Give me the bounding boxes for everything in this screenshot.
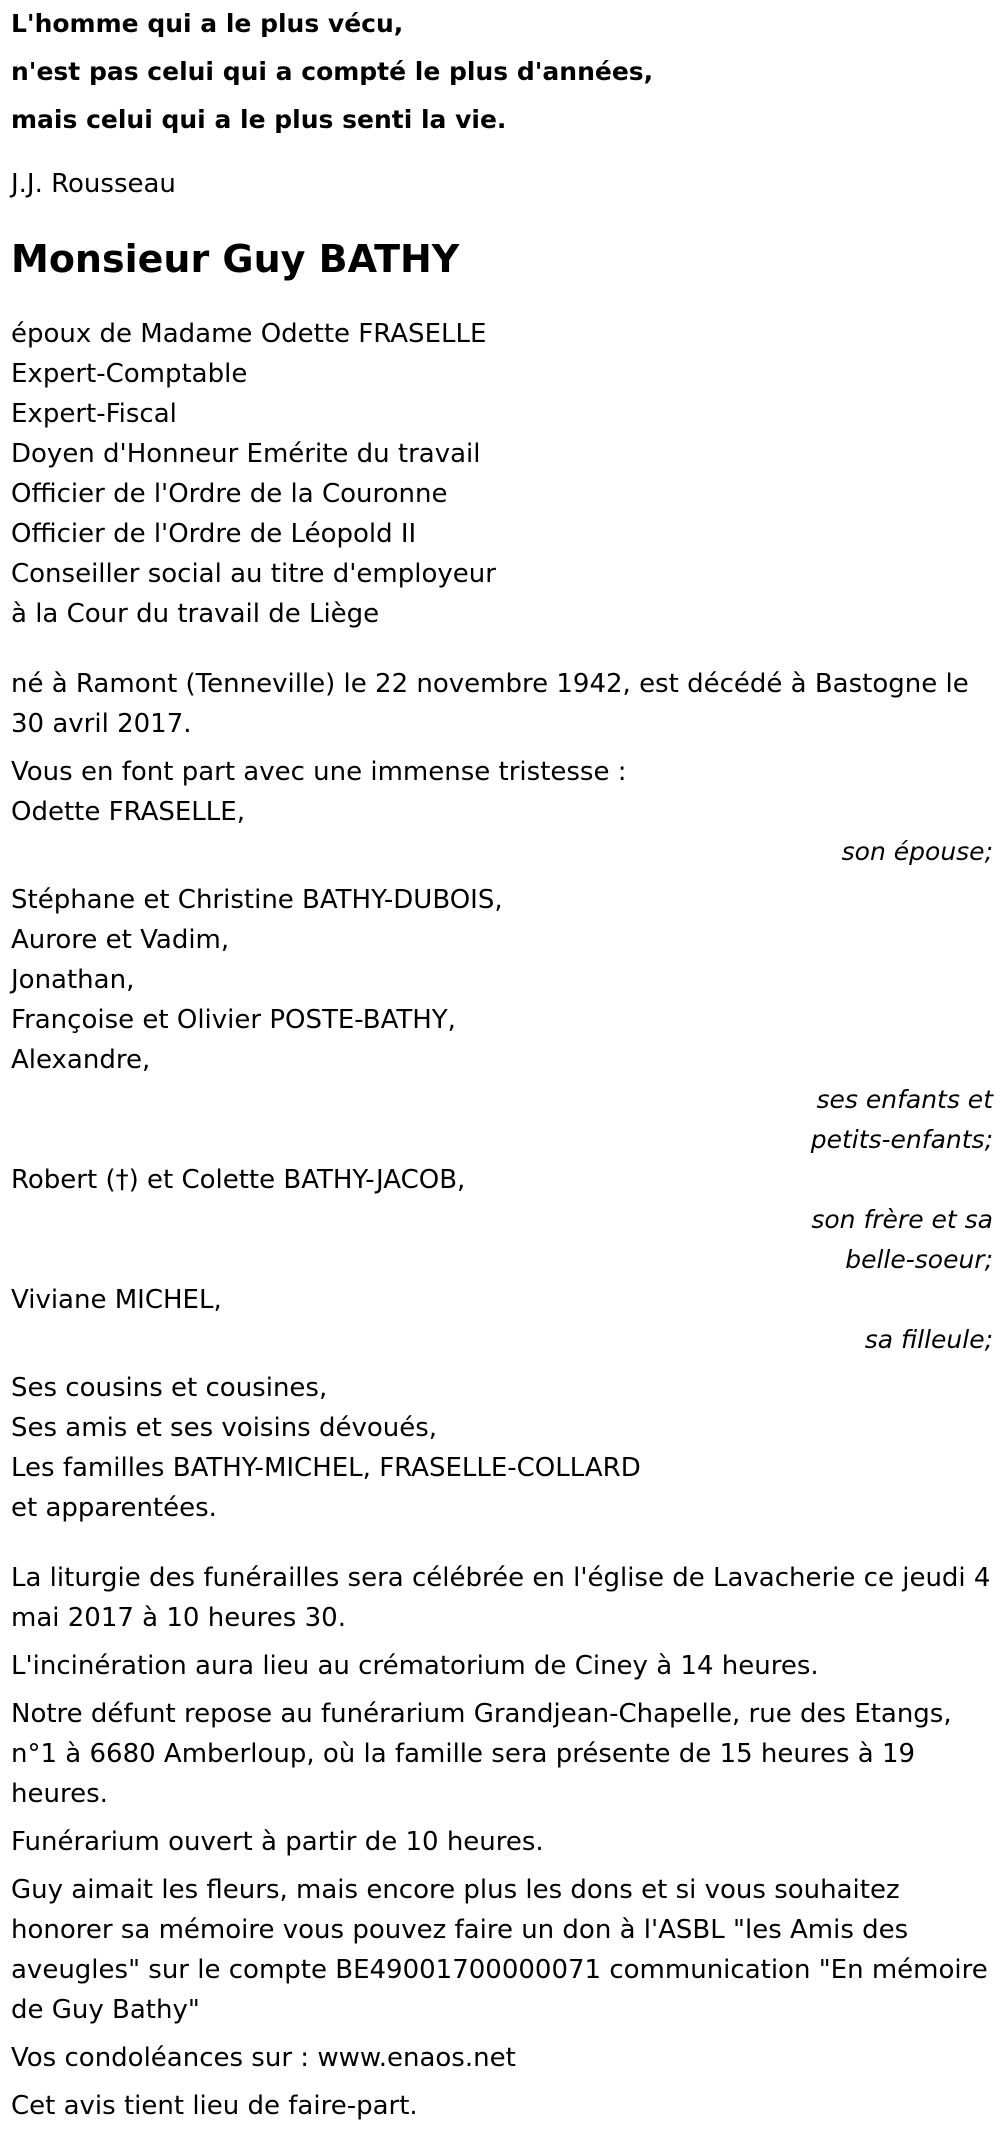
family-role: son épouse; bbox=[841, 837, 993, 866]
relatives-line: Ses cousins et cousines, bbox=[11, 1373, 328, 1403]
title-line: Officier de l'Ordre de Léopold II bbox=[11, 519, 417, 549]
family-name: Robert (†) et Colette BATHY-JACOB, bbox=[11, 1165, 466, 1195]
title-line: époux de Madame Odette FRASELLE bbox=[11, 319, 487, 349]
family-role: belle-soeur; bbox=[845, 1245, 993, 1274]
titles-list bbox=[11, 314, 993, 634]
liturgy-info: La liturgie des funérailles sera célébrée en l'église de Lavacherie ce jeudi 4 mai 2017 à 10 heures 30. bbox=[11, 1563, 991, 1633]
family-name: Françoise et Olivier POSTE-BATHY, bbox=[11, 1005, 456, 1035]
relatives-line: et apparentées. bbox=[11, 1493, 217, 1523]
birth-death-statement: né à Ramont (Tenneville) le 22 novembre 1942, est décédé à Bastogne le 30 avril 2017. bbox=[11, 669, 969, 739]
funeral-info bbox=[11, 1558, 993, 2126]
family-role: sa filleule; bbox=[864, 1325, 993, 1354]
family-name: Alexandre, bbox=[11, 1045, 151, 1075]
title-line: Officier de l'Ordre de la Couronne bbox=[11, 479, 448, 509]
death-notice bbox=[11, 0, 993, 2134]
family-group-goddaughter bbox=[11, 1280, 993, 1360]
relatives-line: Ses amis et ses voisins dévoués, bbox=[11, 1413, 438, 1443]
family-name: Odette FRASELLE, bbox=[11, 797, 245, 827]
family-group-spouse bbox=[11, 792, 993, 872]
family-name: Jonathan, bbox=[11, 965, 135, 995]
family-name: Stéphane et Christine BATHY-DUBOIS, bbox=[11, 885, 503, 915]
quote-author: J.J. Rousseau bbox=[11, 169, 176, 199]
family-role: son frère et sa bbox=[811, 1205, 993, 1234]
other-relatives bbox=[11, 1368, 993, 1528]
notice-statement: Cet avis tient lieu de faire-part. bbox=[11, 2091, 418, 2121]
condolences-info: Vos condoléances sur : www.enaos.net bbox=[11, 2043, 516, 2073]
quote-line: L'homme qui a le plus vécu, bbox=[11, 9, 404, 38]
epigraph-quote bbox=[11, 0, 993, 144]
opening-hours-info: Funérarium ouvert à partir de 10 heures. bbox=[11, 1827, 544, 1857]
family-role: ses enfants et bbox=[816, 1085, 993, 1114]
funeral-home-info: Notre défunt repose au funérarium Grandjean-Chapelle, rue des Etangs, n°1 à 6680 Amberloup, où la famille sera présente de 15 heures à 19 heures. bbox=[11, 1699, 952, 1809]
cremation-info: L'incinération aura lieu au crématorium de Ciney à 14 heures. bbox=[11, 1651, 819, 1681]
family-role: petits-enfants; bbox=[810, 1125, 993, 1154]
quote-line: n'est pas celui qui a compté le plus d'années, bbox=[11, 57, 654, 86]
quote-line: mais celui qui a le plus senti la vie. bbox=[11, 105, 507, 134]
relatives-line: Les familles BATHY-MICHEL, FRASELLE-COLLARD bbox=[11, 1453, 641, 1483]
title-line: Expert-Fiscal bbox=[11, 399, 177, 429]
family-name: Viviane MICHEL, bbox=[11, 1285, 222, 1315]
announcement-intro: Vous en font part avec une immense tristesse : bbox=[11, 757, 627, 787]
title-line: Conseiller social au titre d'employeur bbox=[11, 559, 496, 589]
family-group-children bbox=[11, 880, 993, 1160]
title-line: Doyen d'Honneur Emérite du travail bbox=[11, 439, 481, 469]
donation-info: Guy aimait les fleurs, mais encore plus les dons et si vous souhaitez honorer sa mémoire vous pouvez faire un don à l'ASBL "les Amis des aveugles" sur le compte BE49001700000071 communication "En mémoire de Guy Bathy" bbox=[11, 1875, 988, 2025]
family-name: Aurore et Vadim, bbox=[11, 925, 230, 955]
title-line: Expert-Comptable bbox=[11, 359, 248, 389]
title-line: à la Cour du travail de Liège bbox=[11, 599, 380, 629]
deceased-name: Monsieur Guy BATHY bbox=[11, 237, 460, 281]
family-group-sibling bbox=[11, 1160, 993, 1280]
